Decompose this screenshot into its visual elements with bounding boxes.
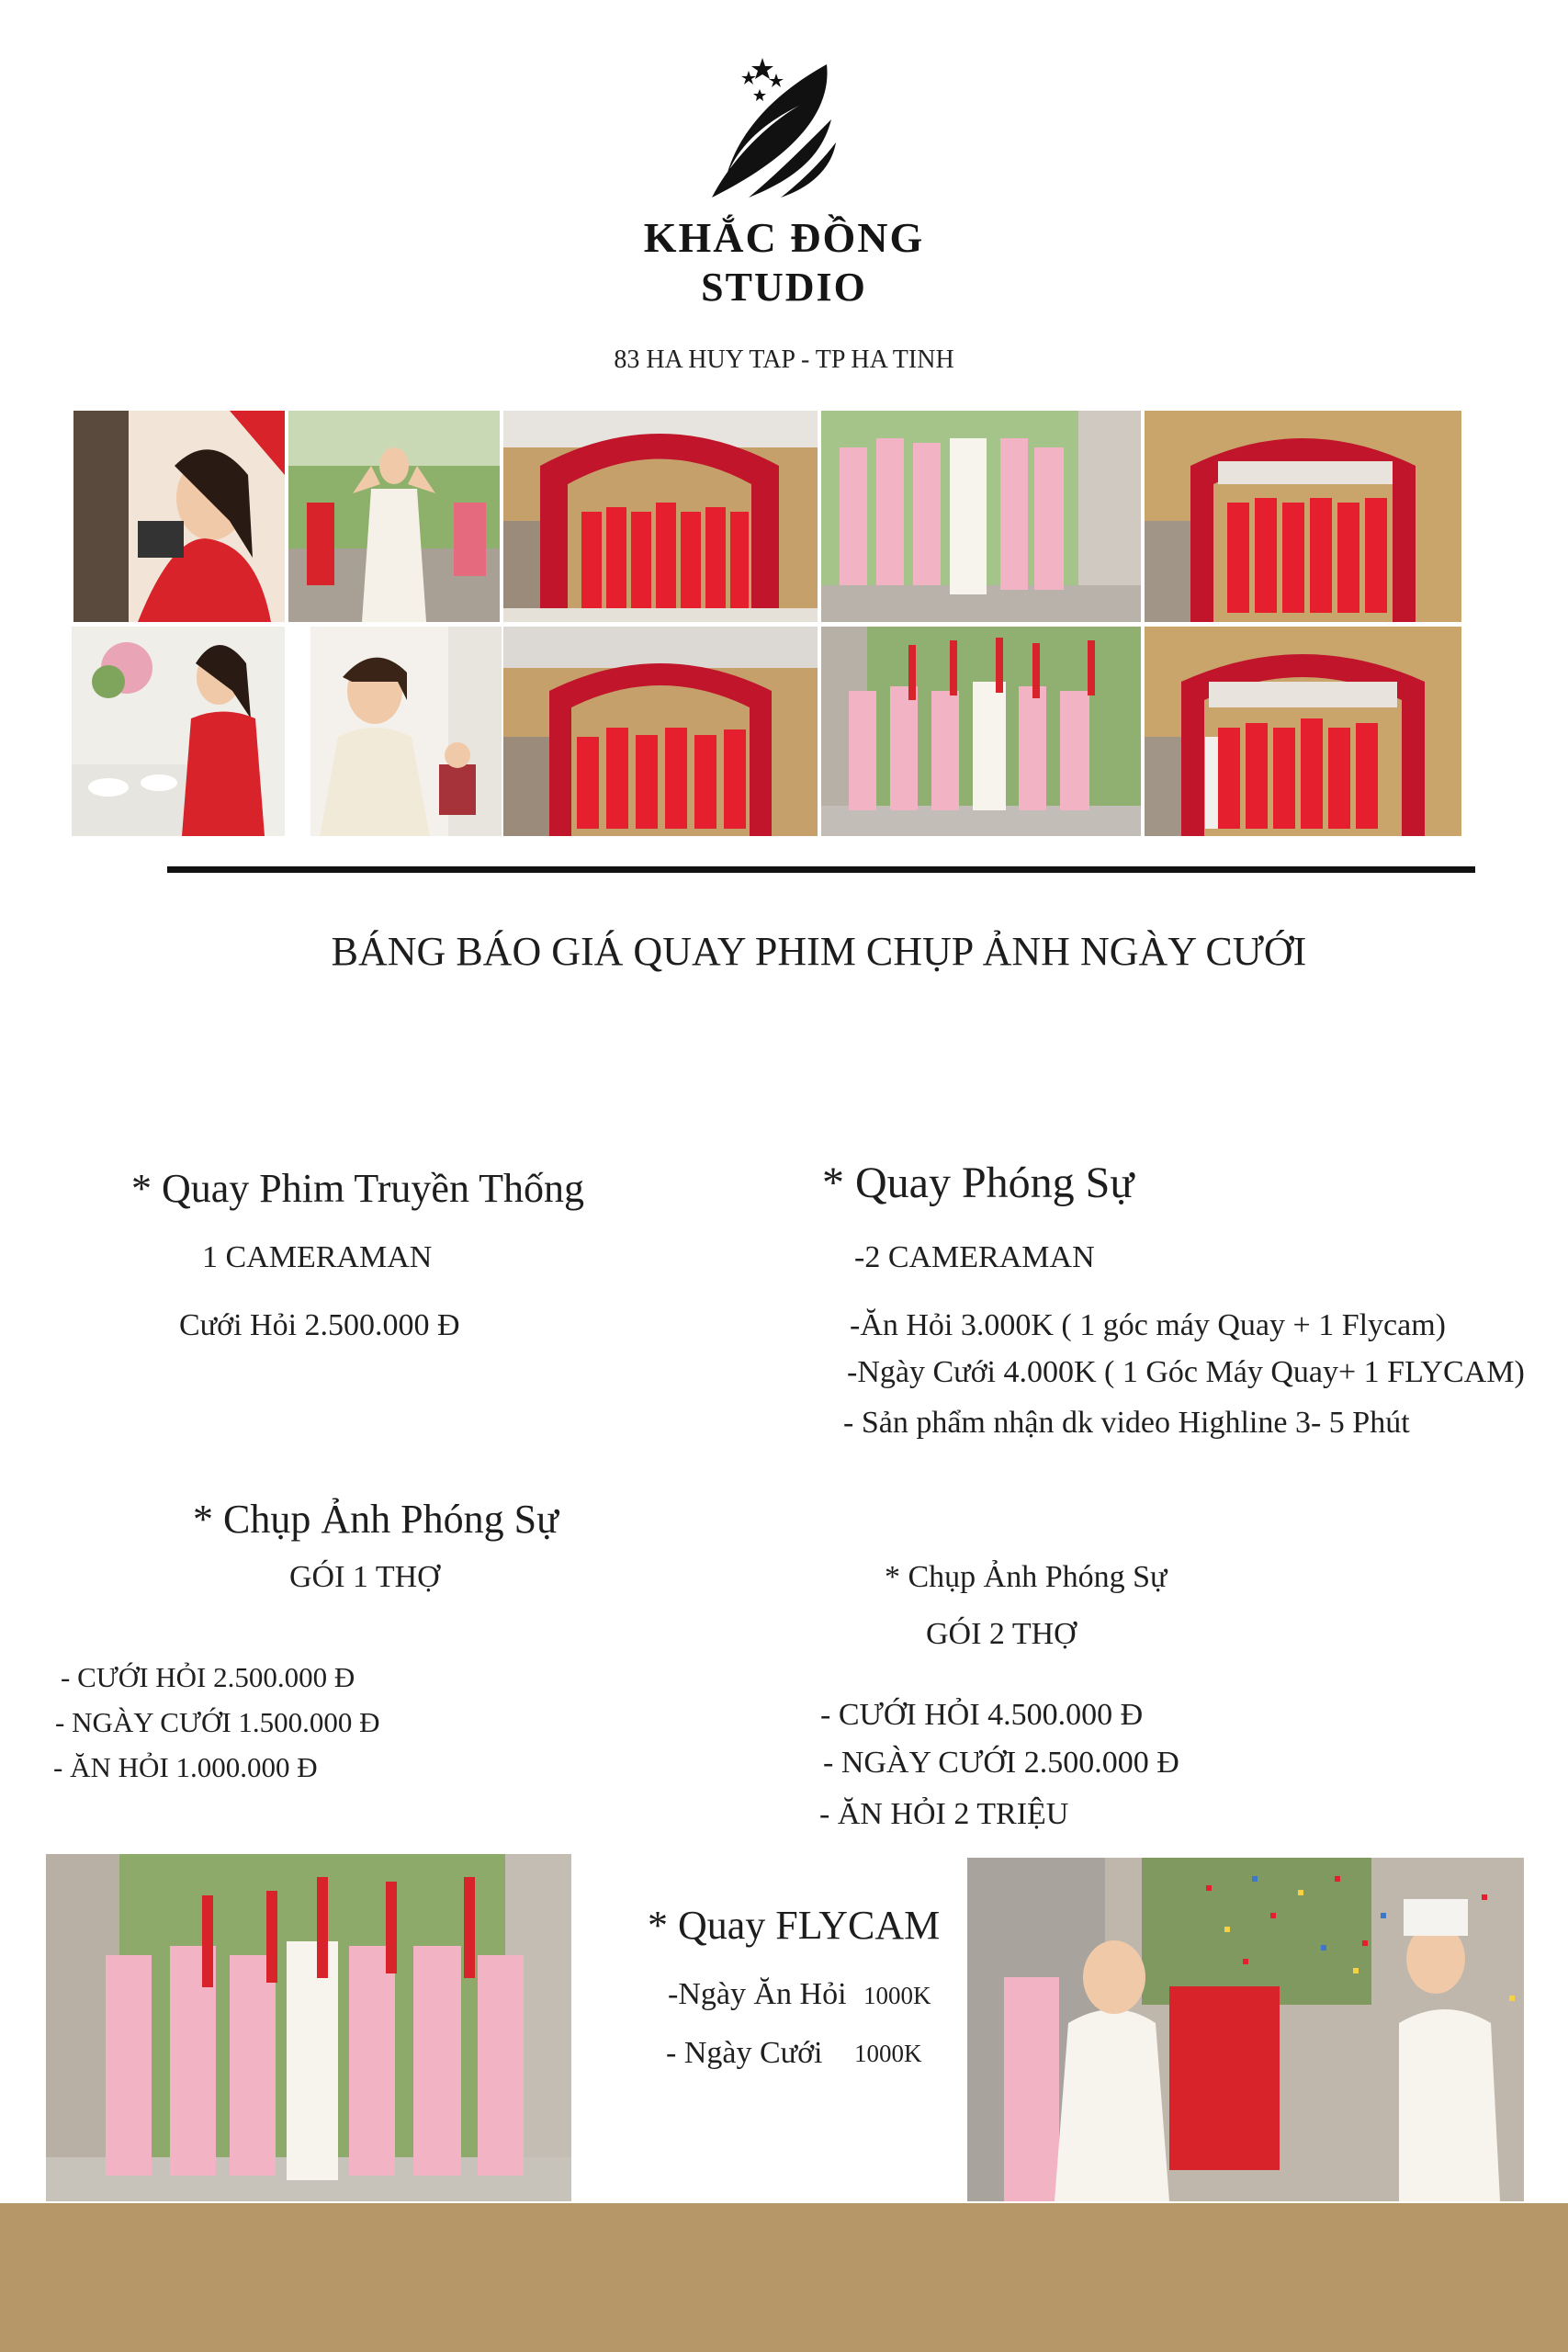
photo-bridesmaids-arch-3 bbox=[1145, 627, 1461, 836]
photo-bridesmaids-pink bbox=[821, 411, 1141, 622]
photo-one-line: - ĂN HỎI 1.000.000 Đ bbox=[53, 1751, 318, 1783]
traditional-video-heading: * Quay Phim Truyền Thống bbox=[131, 1166, 585, 1211]
photo-one-line: - NGÀY CƯỚI 1.500.000 Đ bbox=[55, 1706, 380, 1738]
footer-band bbox=[0, 2203, 1568, 2352]
brand-name: KHẮC ĐỒNG bbox=[643, 214, 925, 261]
photo-couple-confetti bbox=[967, 1858, 1524, 2201]
photo-two-line: - CƯỚI HỎI 4.500.000 Đ bbox=[820, 1698, 1144, 1732]
flycam-price: 1000K bbox=[854, 2040, 922, 2067]
traditional-video-crew: 1 CAMERAMAN bbox=[202, 1240, 433, 1274]
photo-bridesmaids-bottom bbox=[46, 1854, 571, 2201]
reportage-video-line: -Ăn Hỏi 3.000K ( 1 góc máy Quay + 1 Flycam) bbox=[850, 1308, 1447, 1342]
flycam-heading: * Quay FLYCAM bbox=[648, 1903, 941, 1948]
photo-two-heading: * Chụp Ảnh Phóng Sự bbox=[885, 1560, 1168, 1594]
photo-one-line: - CƯỚI HỎI 2.500.000 Đ bbox=[61, 1661, 355, 1693]
reportage-video-heading: * Quay Phóng Sự bbox=[822, 1159, 1134, 1207]
page-title: BÁNG BÁO GIÁ QUAY PHIM CHỤP ẢNH NGÀY CƯỚI bbox=[331, 929, 1307, 974]
flycam-label: -Ngày Ăn Hỏi bbox=[668, 1977, 847, 2011]
flycam-label: - Ngày Cưới bbox=[666, 2036, 823, 2070]
photo-bridesmaids-arch-2 bbox=[1145, 411, 1461, 622]
photo-bridesmaids-firecrackers bbox=[821, 627, 1141, 836]
reportage-video-line: - Sản phẩm nhận dk video Highline 3- 5 Phút bbox=[843, 1406, 1410, 1440]
studio-logo bbox=[694, 51, 840, 198]
photo-bride-tea-set bbox=[72, 627, 285, 836]
flycam-price: 1000K bbox=[863, 1982, 931, 2009]
photo-two-line: - NGÀY CƯỚI 2.500.000 Đ bbox=[823, 1746, 1179, 1780]
photo-one-heading: * Chụp Ảnh Phóng Sự bbox=[193, 1497, 558, 1542]
photo-one-package: GÓI 1 THỢ bbox=[289, 1560, 440, 1594]
photo-bride-white-dress bbox=[288, 411, 500, 622]
traditional-video-price: Cưới Hỏi 2.500.000 Đ bbox=[179, 1308, 460, 1342]
brand-subtitle: STUDIO bbox=[701, 265, 867, 310]
photo-bridesmaids-red-arch bbox=[503, 411, 818, 622]
reportage-video-line: -Ngày Cưới 4.000K ( 1 Góc Máy Quay+ 1 FLYCAM) bbox=[847, 1355, 1525, 1389]
reportage-video-crew: -2 CAMERAMAN bbox=[854, 1240, 1095, 1274]
section-divider bbox=[167, 866, 1475, 873]
photo-two-line: - ĂN HỎI 2 TRIỆU bbox=[819, 1797, 1069, 1831]
photo-two-package: GÓI 2 THỢ bbox=[926, 1617, 1077, 1651]
studio-address: 83 HA HUY TAP - TP HA TINH bbox=[614, 345, 954, 374]
photo-bridesmaids-dance bbox=[503, 627, 818, 836]
photo-bride-mirror bbox=[310, 627, 502, 836]
photo-bride-makeup bbox=[73, 411, 285, 622]
